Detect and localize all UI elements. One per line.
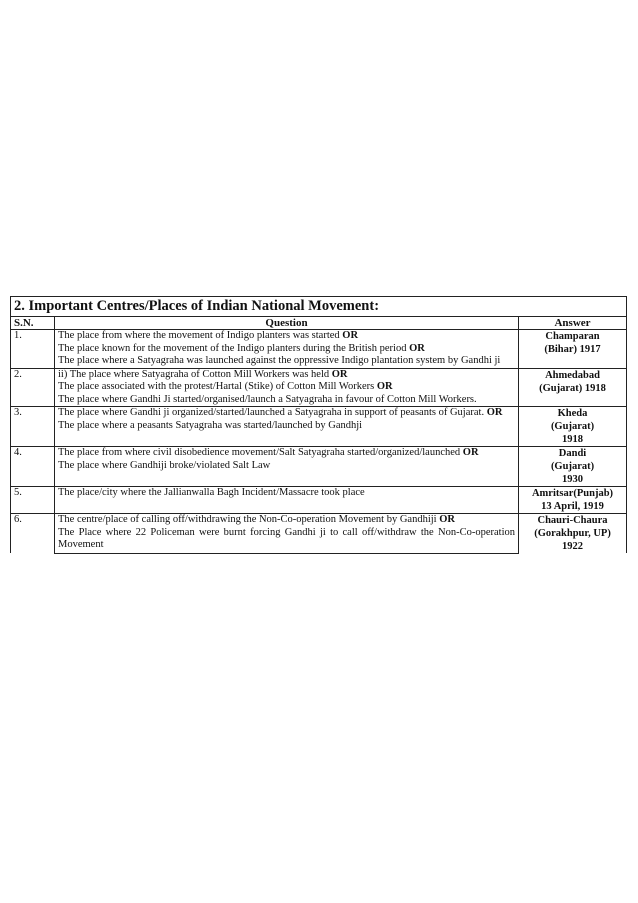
table-row [11, 368, 627, 407]
row-answer [519, 368, 627, 407]
or-keyword: OR [342, 330, 359, 341]
question-text: The place known for the movement of the Indigo planters during the British period [58, 342, 407, 354]
answer-line: 1930 [562, 474, 584, 485]
question-text: The place where Gandhiji broke/violated Salt Law [58, 459, 271, 471]
answer-line: (Gorakhpur, UP) [534, 528, 611, 539]
answer-line: Chauri-Chaura [537, 515, 608, 526]
answer-line: (Bihar) 1917 [544, 344, 601, 355]
question-line [58, 487, 515, 500]
header-sn: S.N. [11, 317, 55, 330]
header-answer: Answer [519, 317, 627, 330]
or-keyword: OR [409, 342, 425, 354]
question-text: The Place where 22 Policeman were burnt forcing Gandhi ji to call off/withdraw the Non-Co-operation Movement [58, 526, 515, 550]
row-answer [519, 407, 627, 447]
or-keyword: OR [331, 368, 348, 380]
row-serial-number: 3. [11, 407, 55, 447]
question-line [58, 420, 515, 433]
row-question [55, 407, 519, 447]
table-body [11, 330, 627, 554]
row-question [55, 514, 519, 554]
question-text: The place/city where the Jallianwalla Bagh Incident/Massacre took place [58, 487, 365, 498]
question-line [58, 330, 515, 343]
row-question [55, 368, 519, 407]
table-row [11, 447, 627, 487]
question-text: ii) The place where Satyagraha of Cotton Mill Workers was held [58, 368, 330, 380]
answer-line: Amritsar(Punjab) [531, 488, 614, 499]
document [10, 296, 626, 554]
title-row [11, 297, 627, 317]
answer-line: Ahmedabad [545, 369, 600, 381]
or-keyword: OR [376, 381, 393, 392]
or-keyword: OR [486, 407, 503, 418]
question-text: The centre/place of calling off/withdrawing the Non-Co-operation Movement by Gandhiji [58, 514, 437, 525]
row-serial-number: 5. [11, 487, 55, 514]
or-keyword: OR [462, 447, 479, 458]
answer-line: 13 April, 1919 [541, 501, 604, 512]
question-line [58, 460, 515, 473]
question-text: The place associated with the protest/Hartal (Stike) of Cotton Mill Workers [58, 381, 375, 392]
question-line [58, 381, 515, 394]
row-serial-number: 6. [11, 514, 55, 554]
question-line [58, 394, 515, 407]
question-line [58, 369, 515, 382]
row-answer [519, 514, 627, 554]
answer-line: Champaran [545, 331, 600, 342]
question-text: The place from where the movement of Indigo planters was started [58, 330, 340, 341]
question-text: The place where a Satyagraha was launched against the oppressive Indigo plantation system by Gandhi ji [58, 355, 501, 366]
header-row [11, 317, 627, 330]
answer-line: 1922 [562, 541, 584, 552]
question-text: The place where a peasants Satyagraha was started/launched by Gandhji [58, 419, 363, 431]
table-row [11, 514, 627, 554]
question-line [58, 447, 515, 460]
answer-line: (Gujarat) [550, 461, 595, 472]
answer-line: Kheda [557, 408, 588, 419]
header-question: Question [55, 317, 519, 330]
row-answer [519, 447, 627, 487]
question-line [58, 343, 515, 356]
row-serial-number: 2. [11, 368, 55, 407]
question-text: The place from where civil disobedience movement/Salt Satyagraha started/organized/launched [58, 447, 461, 458]
row-answer [519, 487, 627, 514]
section-title: 2. Important Centres/Places of Indian National Movement: [11, 297, 627, 317]
question-text: The place where Gandhi Ji started/organised/launch a Satyagraha in favour of Cotton Mill Workers. [58, 393, 477, 405]
row-serial-number: 4. [11, 447, 55, 487]
or-keyword: OR [439, 514, 455, 525]
row-question [55, 447, 519, 487]
table-row [11, 487, 627, 514]
row-serial-number: 1. [11, 330, 55, 369]
table-row [11, 407, 627, 447]
question-line [58, 527, 515, 552]
row-question [55, 330, 519, 369]
places-table [10, 296, 627, 554]
table-row [11, 330, 627, 369]
answer-line: Dandi [558, 448, 587, 459]
question-line [58, 407, 515, 420]
answer-line: (Gujarat) 1918 [539, 382, 606, 394]
answer-line: (Gujarat) [550, 421, 595, 432]
question-line [58, 514, 515, 527]
row-answer [519, 330, 627, 369]
row-question [55, 487, 519, 514]
question-text: The place where Gandhi ji organized/started/launched a Satyagraha in support of peasants of Gujarat. [58, 407, 485, 418]
question-line [58, 355, 515, 368]
answer-line: 1918 [562, 434, 584, 445]
